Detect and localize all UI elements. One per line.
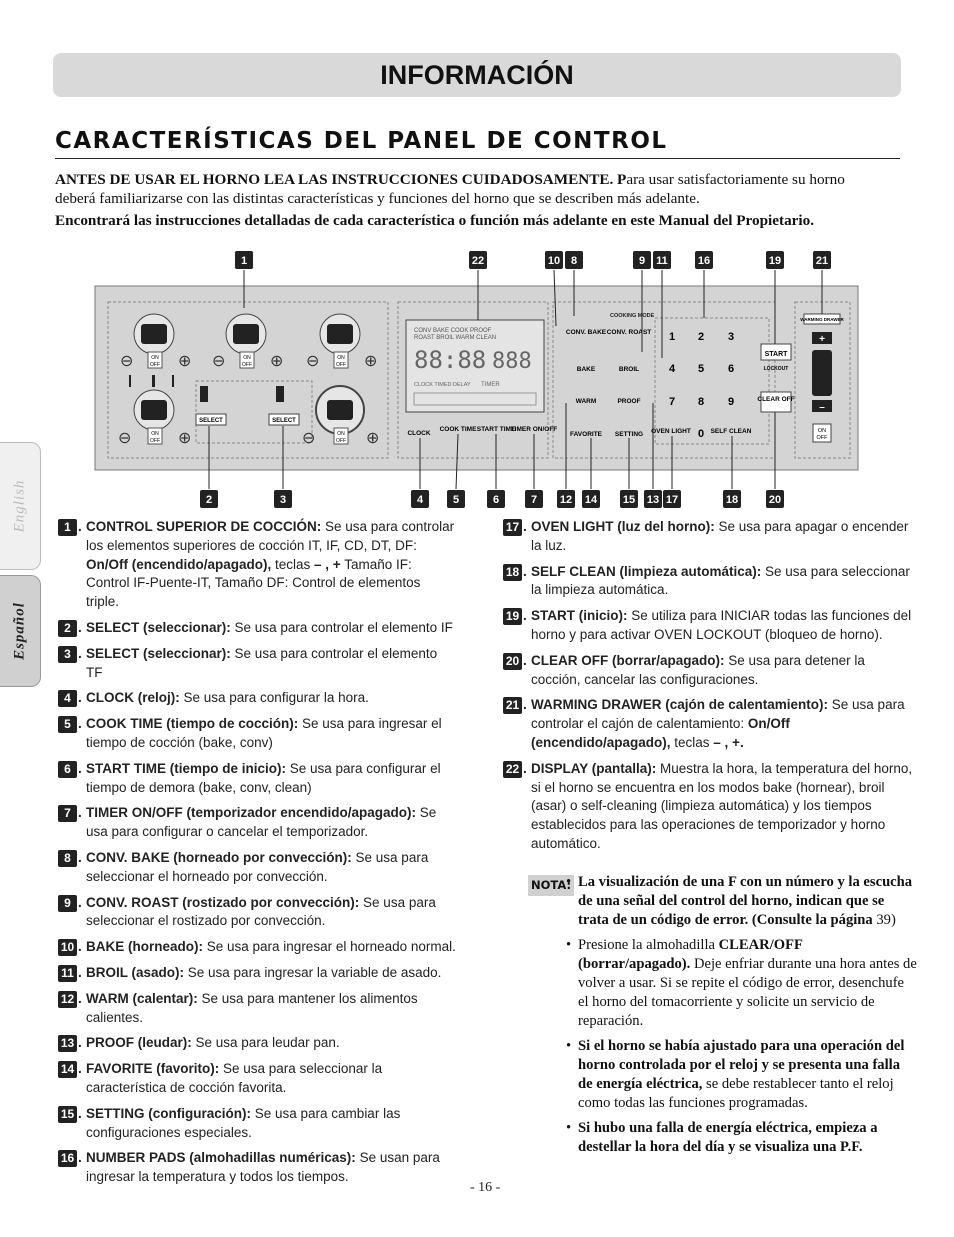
- item-number-badge: 22: [503, 761, 522, 778]
- select-label: SELECT: [272, 418, 296, 424]
- intro-bold: ANTES DE USAR EL HORNO LEA LAS INSTRUCCIONES CUIDADOSAMENTE. P: [55, 171, 627, 188]
- on-label: ON: [817, 428, 827, 434]
- intro-bold-2: Encontrará las instrucciones detalladas de cada característica o función más adelante en este Manual del Propietario.: [55, 212, 815, 229]
- display-temp-digits: 888: [492, 349, 532, 374]
- callout-number: 4: [416, 494, 424, 506]
- callout-number: 12: [559, 494, 573, 506]
- tab-english-label: English: [11, 479, 28, 533]
- callout-number: 21: [815, 255, 829, 267]
- minus-icon: ⊖: [302, 430, 316, 447]
- note-bullet-4: [566, 1119, 918, 1157]
- item-number-badge: 8: [58, 850, 77, 867]
- feature-item: [58, 849, 456, 887]
- item-number-badge: 3: [58, 646, 77, 663]
- callout-number: 19: [768, 255, 782, 267]
- num-0[interactable]: 0: [697, 428, 705, 440]
- broil-button[interactable]: BROIL: [618, 366, 640, 373]
- display-modes-row1: CONV BAKE COOK PROOF: [414, 328, 492, 334]
- callout-number: 18: [725, 494, 739, 506]
- callout-number: 13: [646, 494, 660, 506]
- note-2-rest: Deje enfriar durante una hora antes de volver a usar. Si se repite el código de error, desenchufe el horno del tomacorriente y solicite un servicio de reparación.: [578, 956, 917, 1029]
- self-clean-button[interactable]: SELF CLEAN: [710, 428, 752, 435]
- item-dot: .: [78, 645, 82, 661]
- display-clock-label: CLOCK TIMED DELAY: [414, 382, 471, 388]
- callout-number: 20: [768, 494, 782, 506]
- item-term: BAKE (horneado):: [86, 939, 203, 955]
- item-term: SETTING (configuración):: [86, 1105, 251, 1121]
- item-term: SELECT (seleccionar):: [86, 645, 231, 661]
- feature-item: [503, 696, 913, 752]
- control-panel-diagram: [94, 248, 864, 513]
- feature-item: [58, 804, 456, 842]
- feature-item: [58, 1105, 456, 1143]
- feature-item: [58, 1034, 456, 1053]
- item-description: Se utiliza para INICIAR todas las funciones del horno y para activar OVEN LOCKOUT (bloqueo de horno).: [531, 608, 912, 642]
- tab-english[interactable]: [0, 442, 41, 570]
- num-4[interactable]: 4: [668, 363, 676, 375]
- item-description: Muestra la hora, la temperatura del horno, si el horno se encuentra en los modos bake (hornear), broil (asar) o self-cleaning (limpieza automática) y los tiempos establecidos para las operaciones de temporizador y horno automático.: [531, 760, 913, 851]
- item-term: CLOCK (reloj):: [86, 690, 180, 706]
- callout-number: 3: [279, 494, 287, 506]
- feature-item: [58, 964, 456, 983]
- conv-roast-button[interactable]: CONV. ROAST: [606, 329, 652, 336]
- item-dot: .: [78, 1150, 82, 1166]
- note-label: NOTA:: [528, 875, 574, 896]
- feature-list-left: [58, 518, 456, 1194]
- item-term: CONV. ROAST (rostizado por convección):: [86, 894, 360, 910]
- note-2-pre: Presione la almohadilla: [578, 937, 719, 953]
- num-7[interactable]: 7: [668, 396, 676, 408]
- tab-espanol-label: Español: [11, 602, 28, 660]
- feature-item: [58, 619, 456, 638]
- note-bullet-3: [566, 1037, 918, 1113]
- page-number: - 16 -: [470, 1180, 501, 1195]
- timer-button[interactable]: TIMER ON/OFF: [510, 426, 558, 433]
- off-label: OFF: [150, 362, 160, 368]
- intro-rest: ara usar satisfactoriamente su horno deberá familiarizarse con las distintas características y funciones del horno que se describen más adelante.: [55, 171, 845, 207]
- feature-item: [58, 894, 456, 932]
- plus-icon: +: [819, 334, 825, 345]
- item-term: CONV. BAKE (horneado por convección):: [86, 849, 352, 865]
- title-rule: [55, 158, 900, 159]
- feature-item: [503, 563, 913, 601]
- note-1-page: 39): [872, 912, 896, 928]
- num-1[interactable]: 1: [668, 331, 676, 343]
- item-number-badge: 9: [58, 895, 77, 912]
- item-description: Se usa para seleccionar la limpieza automática.: [531, 563, 910, 598]
- num-2[interactable]: 2: [697, 331, 705, 343]
- num-8[interactable]: 8: [697, 396, 705, 408]
- cooking-mode-label: COOKING MODE: [610, 313, 655, 319]
- off-label: OFF: [336, 362, 346, 368]
- feature-item: [58, 1060, 456, 1098]
- oven-display: [406, 320, 544, 412]
- start-label: START: [764, 351, 788, 358]
- callout-number: 8: [570, 255, 578, 267]
- item-dot: .: [78, 805, 82, 821]
- item-term: START (inicio):: [531, 608, 628, 624]
- callout-number: 15: [622, 494, 636, 506]
- item-description: Se usa para seleccionar la característica de cocción favorita.: [86, 1061, 383, 1095]
- favorite-button[interactable]: FAVORITE: [569, 431, 603, 438]
- item-description: Se usa para controlar el cajón de calentamiento:: [531, 697, 905, 732]
- note-1-bold: La visualización de una F con un número y la escucha de una señal del control del horno, indican que se trata de un código de error. (Consulte la página: [578, 874, 913, 928]
- feature-item: [503, 607, 913, 645]
- item-number-badge: 6: [58, 761, 77, 778]
- callout-number: 22: [471, 255, 485, 267]
- plus-icon: ⊕: [178, 430, 192, 447]
- note-2-bold: CLEAR/OFF (borrar/apagado).: [578, 937, 803, 972]
- setting-button[interactable]: SETTING: [614, 431, 644, 438]
- clear-off-button[interactable]: [757, 392, 794, 412]
- item-number-badge: 18: [503, 564, 522, 581]
- on-label: ON: [337, 431, 345, 437]
- item-description: Se usa para leudar pan.: [191, 1035, 340, 1051]
- item-number-badge: 19: [503, 608, 522, 625]
- item-term: OVEN LIGHT (luz del horno):: [531, 519, 715, 534]
- item-term: COOK TIME (tiempo de cocción):: [86, 716, 299, 732]
- item-term: CONTROL SUPERIOR DE COCCIÓN:: [86, 519, 322, 534]
- item-dot: .: [78, 1061, 82, 1077]
- bake-button[interactable]: BAKE: [576, 366, 596, 373]
- feature-item: [58, 760, 456, 798]
- item-number-badge: 21: [503, 697, 522, 714]
- item-dot: .: [78, 964, 82, 980]
- item-description: Se usa para seleccionar el horneado por convección.: [86, 849, 429, 884]
- item-term: SELF CLEAN (limpieza automática):: [531, 563, 762, 579]
- item-number-badge: 1: [58, 519, 77, 536]
- item-description: Se usa para controlar el elemento TF: [86, 645, 438, 680]
- feature-item: [58, 990, 456, 1028]
- proof-button[interactable]: PROOF: [617, 398, 641, 405]
- item-term: – , +: [314, 556, 341, 572]
- item-dot: .: [78, 1035, 82, 1051]
- item-number-badge: 14: [58, 1061, 77, 1078]
- feature-item: [503, 760, 913, 854]
- item-term: WARMING DRAWER (cajón de calentamiento):: [531, 697, 829, 713]
- item-term: FAVORITE (favorito):: [86, 1061, 220, 1077]
- item-number-badge: 11: [58, 965, 77, 982]
- item-dot: .: [523, 519, 527, 534]
- feature-list-right: [503, 518, 913, 861]
- feature-item: [58, 715, 456, 753]
- feature-item: [58, 938, 456, 957]
- item-dot: .: [78, 849, 82, 865]
- warming-drawer-label: WARMING DRAWER: [800, 317, 844, 322]
- off-label: OFF: [150, 438, 160, 444]
- num-3[interactable]: 3: [727, 331, 735, 343]
- off-label: OFF: [336, 438, 346, 444]
- item-term: On/Off (encendido/apagado),: [531, 716, 790, 750]
- item-description: Se usa para seleccionar el rostizado por convección.: [86, 894, 436, 929]
- item-term: SELECT (seleccionar):: [86, 619, 231, 635]
- item-dot: .: [78, 1105, 82, 1121]
- conv-bake-button[interactable]: CONV. BAKE: [565, 329, 607, 336]
- oven-light-button[interactable]: OVEN LIGHT: [651, 428, 691, 435]
- callout-number: 16: [697, 255, 711, 267]
- intro-paragraph-1: [55, 170, 875, 208]
- item-term: CLEAR OFF (borrar/apagado):: [531, 652, 725, 668]
- item-description: Se usa para ingresar el tiempo de cocción (bake, conv): [86, 716, 442, 750]
- callout-number: 6: [492, 494, 500, 506]
- item-number-badge: 17: [503, 519, 522, 536]
- callout-number: 9: [638, 255, 646, 267]
- off-label: OFF: [242, 362, 252, 368]
- item-dot: .: [523, 652, 527, 668]
- note-3-bold: Si el horno se había ajustado para una operación del horno controlada por el reloj y se presenta una falla de energía eléctrica,: [578, 1038, 905, 1092]
- feature-item: [58, 689, 456, 708]
- minus-icon: ⊖: [120, 353, 134, 370]
- intro-paragraph-2: [55, 211, 875, 230]
- callout-number: 10: [547, 255, 561, 267]
- item-description: Se usa para configurar o cancelar el temporizador.: [86, 805, 437, 840]
- item-dot: .: [78, 894, 82, 910]
- item-term: WARM (calentar):: [86, 990, 198, 1006]
- plus-icon: ⊕: [364, 353, 378, 370]
- item-term: On/Off (encendido/apagado),: [86, 556, 272, 572]
- item-dot: .: [78, 939, 82, 955]
- minus-icon: ⊖: [118, 430, 132, 447]
- num-5[interactable]: 5: [697, 363, 705, 375]
- item-dot: .: [78, 990, 82, 1006]
- item-description: Se usa para apagar o encender la luz.: [531, 519, 909, 553]
- on-label: ON: [337, 355, 345, 361]
- callout-number: 1: [240, 255, 248, 267]
- item-dot: .: [78, 519, 82, 534]
- item-description: Se usa para controlar el elemento IF: [230, 619, 453, 635]
- item-term: NUMBER PADS (almohadillas numéricas):: [86, 1150, 356, 1166]
- item-number-badge: 15: [58, 1106, 77, 1123]
- item-number-badge: 10: [58, 939, 77, 956]
- note-4-bold: Si hubo una falla de energía eléctrica, empieza a destellar la hora del día y se visualiza una P.F.: [578, 1120, 878, 1155]
- display-clock-digits: 88:88: [414, 346, 487, 374]
- feature-item: [58, 1149, 456, 1187]
- item-term: PROOF (leudar):: [86, 1035, 192, 1051]
- item-description: Se usa para detener la cocción, cancelar las configuraciones.: [531, 652, 865, 687]
- item-term: START TIME (tiempo de inicio):: [86, 760, 286, 776]
- clock-button[interactable]: CLOCK: [407, 430, 431, 437]
- section-title: CARACTERÍSTICAS DEL PANEL DE CONTROL: [55, 128, 668, 154]
- item-description: Se usa para mantener los alimentos calientes.: [86, 990, 418, 1025]
- feature-item: [503, 518, 913, 556]
- callout-number: 11: [656, 255, 668, 267]
- item-dot: .: [523, 608, 527, 624]
- item-description: Se usa para controlar los elementos superiores de cocción IT, IF, CD, DT, DF:: [86, 519, 455, 553]
- on-label: ON: [151, 431, 159, 437]
- item-number-badge: 4: [58, 690, 77, 707]
- plus-icon: ⊕: [178, 353, 192, 370]
- lockout-label: LOCKOUT: [763, 366, 789, 372]
- item-description: Se usan para ingresar la temperatura y todos los tiempos.: [86, 1150, 440, 1185]
- item-description: Se usa para ingresar el horneado normal.: [203, 939, 456, 955]
- display-timer-label: TIMER: [481, 382, 500, 388]
- feature-item: [503, 652, 913, 690]
- item-term: TIMER ON/OFF (temporizador encendido/apagado):: [86, 805, 417, 821]
- select-label: SELECT: [199, 418, 223, 424]
- note-3-rest: se debe restablecer tanto el reloj como todas las funciones programadas.: [578, 1076, 894, 1111]
- item-description: teclas: [670, 734, 714, 750]
- item-description: Se usa para ingresar la variable de asado.: [184, 964, 442, 980]
- on-label: ON: [243, 355, 251, 361]
- start-time-button[interactable]: START TIME: [476, 426, 516, 433]
- note-bullet-2: [566, 936, 918, 1031]
- item-dot: .: [78, 619, 82, 635]
- feature-item: [58, 518, 456, 612]
- item-dot: .: [523, 760, 527, 776]
- plus-icon: ⊕: [366, 430, 380, 447]
- plus-icon: ⊕: [270, 353, 284, 370]
- feature-item: [58, 645, 456, 683]
- item-number-badge: 16: [58, 1150, 77, 1167]
- tab-espanol[interactable]: [0, 575, 41, 687]
- warm-button[interactable]: WARM: [575, 398, 597, 405]
- banner-title: INFORMACIÓN: [380, 59, 574, 90]
- item-term: DISPLAY (pantalla):: [531, 760, 657, 776]
- minus-icon: ⊖: [212, 353, 226, 370]
- callout-number: 14: [584, 494, 598, 506]
- display-modes-row2: ROAST BROIL WARM CLEAN: [414, 335, 497, 341]
- minus-icon: ⊖: [306, 353, 320, 370]
- num-6[interactable]: 6: [727, 363, 735, 375]
- callout-number: 5: [452, 494, 460, 506]
- item-number-badge: 20: [503, 653, 522, 670]
- on-label: ON: [151, 355, 159, 361]
- off-label: OFF: [816, 435, 828, 441]
- item-dot: .: [78, 716, 82, 732]
- item-dot: .: [78, 760, 82, 776]
- item-number-badge: 12: [58, 991, 77, 1008]
- item-number-badge: 2: [58, 620, 77, 637]
- callout-number: 17: [665, 494, 679, 506]
- clear-off-label: CLEAR OFF: [757, 396, 795, 403]
- callout-number: 7: [530, 494, 538, 506]
- item-number-badge: 7: [58, 805, 77, 822]
- info-banner: [53, 53, 901, 97]
- start-button[interactable]: [761, 344, 791, 372]
- item-dot: .: [523, 563, 527, 579]
- item-description: teclas: [271, 556, 315, 572]
- cook-time-button[interactable]: COOK TIME: [439, 426, 477, 433]
- item-description: Tamaño IF: Control IF-Puente-IT, Tamaño DF: Control de elementos triple.: [86, 556, 421, 610]
- minus-icon: –: [819, 402, 825, 413]
- item-number-badge: 13: [58, 1035, 77, 1052]
- item-term: BROIL (asado):: [86, 964, 185, 980]
- num-9[interactable]: 9: [727, 396, 735, 408]
- item-description: Se usa para cambiar las configuraciones especiales.: [86, 1105, 401, 1140]
- callout-number: 2: [205, 494, 213, 506]
- intro: [55, 170, 875, 233]
- item-description: Se usa para configurar el tiempo de demora (bake, conv, clean): [86, 760, 441, 795]
- item-term: – , +.: [713, 734, 744, 750]
- item-dot: .: [523, 697, 527, 713]
- note-block: [528, 873, 918, 1163]
- note-bullet-1: [566, 873, 918, 930]
- item-number-badge: 5: [58, 716, 77, 733]
- item-dot: .: [78, 690, 82, 706]
- item-description: Se usa para configurar la hora.: [179, 690, 369, 706]
